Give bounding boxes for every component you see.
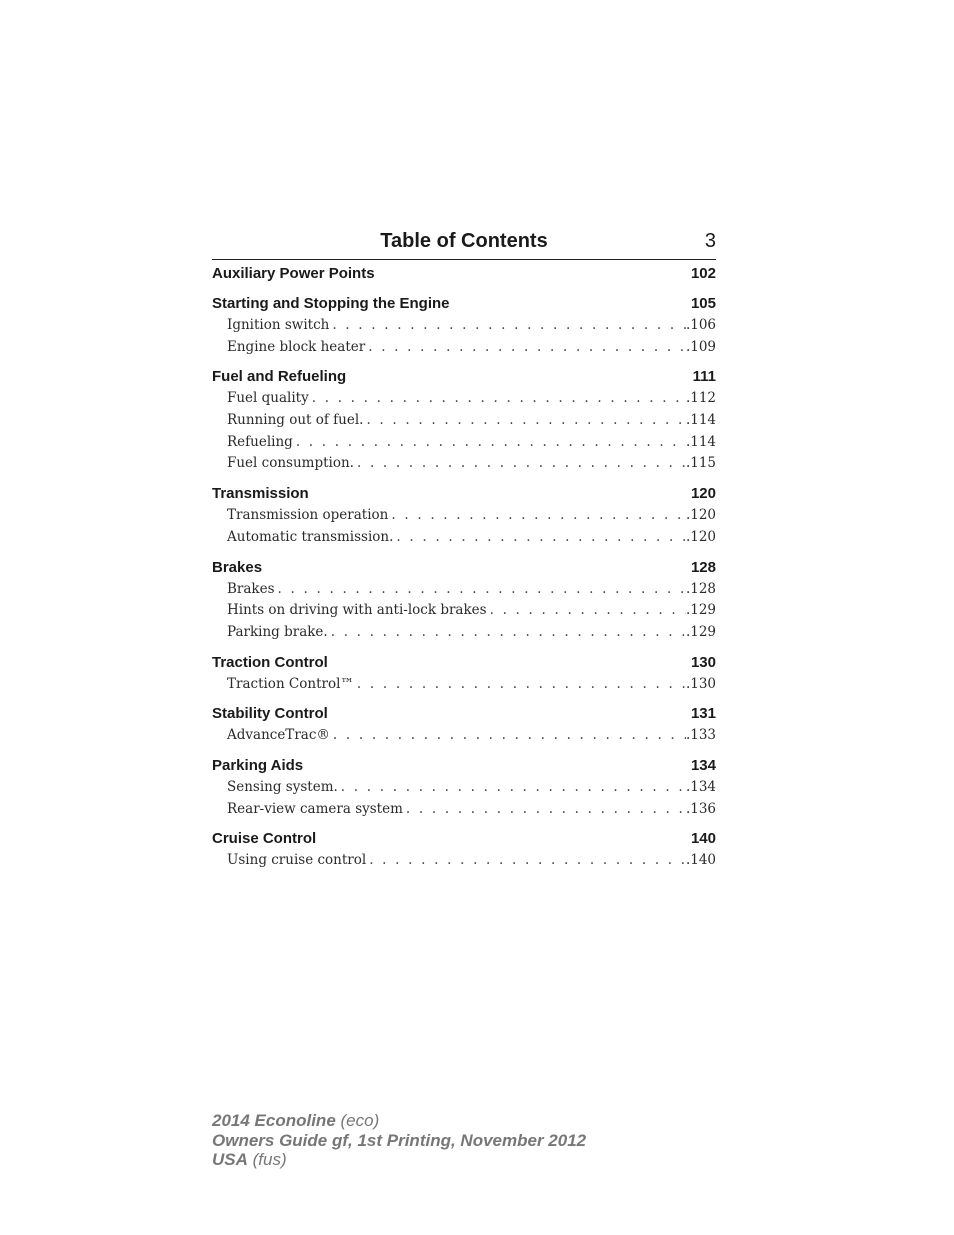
toc-section-heading[interactable] [212,483,716,505]
toc-dot-leader [330,725,686,747]
toc-section-title: Transmission [212,485,309,503]
page-title: Table of Contents [380,230,548,252]
toc-section [212,703,716,747]
toc-entry-label: Engine block heater [227,338,366,355]
toc-entry-label: Automatic transmission. [227,528,394,545]
toc-entry[interactable] [212,337,716,359]
toc-section-title: Parking Aids [212,756,304,774]
toc-entry-label: Running out of fuel. [227,412,364,429]
toc-entry-page: .120 [685,528,716,545]
toc-section-page: 134 [690,756,716,774]
document-footer [212,1111,712,1170]
toc-entry[interactable] [212,388,716,410]
toc-entry-page: .114 [685,433,716,450]
toc-dot-leader [338,777,686,799]
toc-entry-page: .115 [685,455,716,472]
toc-entry-page: .130 [685,675,716,692]
toc-section-heading[interactable] [212,828,716,850]
footer-line-region: USA (fus) [212,1150,287,1169]
page-header [212,229,716,260]
toc-entry[interactable] [212,579,716,601]
toc-entry-label: Ignition switch [227,317,330,333]
toc-entry-label: Using cruise control [227,852,367,869]
toc-section-page: 102 [690,265,716,282]
toc-section-heading[interactable] [212,755,716,777]
toc-entry-label: Traction Control™ [227,675,354,692]
toc-entry[interactable] [212,600,716,622]
toc-dot-leader [309,388,686,410]
toc-dot-leader [388,505,686,527]
toc-entry[interactable] [212,725,716,747]
toc-section-heading[interactable] [212,263,716,285]
toc-entry-page: .140 [685,852,716,869]
toc-entry-label: Fuel quality [227,390,309,407]
toc-section [212,557,716,644]
toc-entry-page: .114 [685,412,716,429]
toc-entry-page: .129 [685,623,716,640]
toc-entry-label: AdvanceTrac® [227,727,330,744]
toc-entry-page: .133 [685,727,716,744]
toc-entry-label: Hints on driving with anti-lock brakes [227,602,487,619]
toc-section [212,366,716,475]
toc-entry-label: Fuel consumption. [227,455,354,472]
toc-entry-page: .136 [685,800,716,817]
toc-section [212,263,716,285]
toc-entry[interactable] [212,674,716,696]
toc-entry-label: Rear-view camera system [227,800,403,817]
toc-section [212,652,716,696]
toc-section [212,293,716,358]
toc-entry-label: Parking brake. [227,623,328,640]
toc-section-heading[interactable] [212,366,716,388]
toc-dot-leader [487,600,686,622]
table-of-contents [212,263,716,880]
toc-entry-page: .134 [685,778,716,795]
toc-section-page: 111 [692,368,716,386]
toc-section [212,755,716,820]
toc-dot-leader [354,674,686,696]
toc-section-title: Cruise Control [212,830,317,848]
toc-dot-leader [328,622,686,644]
toc-entry-page: .106 [685,317,716,333]
toc-entry[interactable] [212,799,716,821]
toc-entry[interactable] [212,850,716,872]
toc-entry-label: Brakes [227,580,275,597]
footer-line-model: 2014 Econoline (eco) [212,1111,380,1130]
toc-entry[interactable] [212,315,716,337]
toc-entry[interactable] [212,432,716,454]
toc-entry[interactable] [212,622,716,644]
toc-section-page: 105 [690,295,716,312]
toc-dot-leader [366,850,686,872]
toc-section-title: Brakes [212,558,263,576]
footer-line-printing: Owners Guide gf, 1st Printing, November 2012 [212,1130,587,1150]
toc-section-page: 120 [690,485,716,503]
toc-dot-leader [403,799,686,821]
toc-dot-leader [354,453,686,475]
toc-dot-leader [393,527,686,549]
toc-entry[interactable] [212,410,716,432]
toc-entry-page: .109 [685,338,716,355]
toc-entry-page: .120 [685,507,716,524]
toc-section-page: 130 [690,653,716,671]
toc-section-title: Auxiliary Power Points [212,265,375,282]
toc-section-title: Starting and Stopping the Engine [212,295,450,312]
toc-section [212,483,716,548]
toc-entry-label: Refueling [227,433,293,450]
toc-entry-label: Transmission operation [227,507,389,524]
toc-section-page: 131 [690,705,716,723]
toc-dot-leader [363,410,686,432]
toc-entry[interactable] [212,453,716,475]
toc-entry-page: .112 [685,390,716,407]
toc-section-page: 128 [690,558,716,576]
toc-section-heading[interactable] [212,703,716,725]
toc-entry[interactable] [212,505,716,527]
toc-section-title: Traction Control [212,653,328,671]
toc-section-heading[interactable] [212,557,716,579]
toc-entry[interactable] [212,777,716,799]
toc-entry-page: .128 [685,580,716,597]
page-number: 3 [704,230,716,252]
toc-dot-leader [293,432,686,454]
toc-section-title: Stability Control [212,705,328,723]
toc-section-page: 140 [690,830,716,848]
toc-entry-label: Sensing system. [227,778,338,795]
toc-section [212,828,716,872]
toc-section-heading[interactable] [212,652,716,674]
toc-entry-page: .129 [685,602,716,619]
toc-dot-leader [329,315,686,337]
toc-entry[interactable] [212,527,716,549]
toc-section-heading[interactable] [212,293,716,315]
toc-dot-leader [365,337,686,359]
toc-dot-leader [275,579,686,601]
toc-section-title: Fuel and Refueling [212,368,347,386]
